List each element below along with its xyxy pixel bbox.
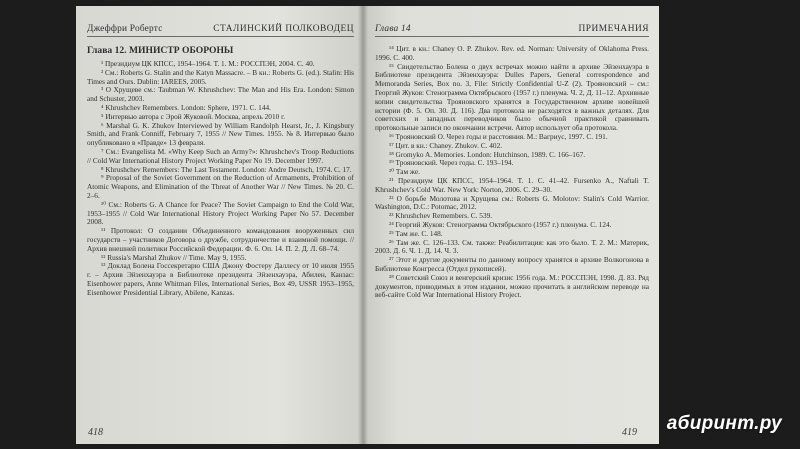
running-head-author: Джеффри Робертс (87, 24, 163, 34)
endnote: ¹⁹ Трояновский. Через годы. С. 193–194. (389, 158, 514, 168)
right-page (363, 6, 659, 444)
endnote: ¹² Russia's Marshal Zhukov // Time. May 9, 1955. (101, 252, 247, 262)
endnote: ⁷ См.: Evangelista M. «Why Keep Such an Army?»: Khrushchev's Troop Reductions // Cold War International History Project Working Paper No 19. December 1997. (87, 146, 354, 165)
running-head-book-title: СТАЛИНСКИЙ ПОЛКОВОДЕЦ (213, 24, 354, 34)
left-page (76, 6, 364, 444)
endnote: ⁸ Khrushchev Remembers: The Last Testament. London: Andre Deutsch, 1974. С. 17. (101, 164, 352, 174)
endnote: ¹⁴ Цит. в кн.: Chaney O. P. Zhukov. Rev. ed. Norman: University of Oklahoma Press. 1996. С. 400. (375, 44, 649, 62)
endnote: ²⁸ Советский Союз и венгерский кризис 1956 года. М.: РОССПЭН, 1998. Д. 83. Ряд документов, приводимых в этом издании, можно прочитать в английском переводе на веб-сайте Cold War International History Project. (375, 272, 649, 300)
endnote: ¹⁰ См.: Roberts G. A Chance for Peace? The Soviet Campaign to End the Cold War, 1953–1955 // Cold War International History Project Working Paper No 57. December 2008. (87, 199, 354, 227)
endnote: ¹ Президиум ЦК КПСС, 1954–1964. Т. 1. М.: РОССПЭН, 2004. С. 40. (101, 59, 315, 68)
endnote: ⁹ Proposal of the Soviet Government on the Reduction of Armaments, Prohibition of Atomic Weapons, and Elimination of the Threat of Another War // New Times. № 20. С. 2–6. (87, 173, 354, 200)
running-head-section: ПРИМЕЧАНИЯ (578, 24, 649, 34)
endnote: ⁶ Marshal G. K. Zhukov Interviewed by William Randolph Hearst, Jr., J. Kingsbury Smith, and Frank Conniff, February 7, 1955 // New Times. 1955. № 8. Интервью было опубликовано в «Правде» 13 февраля. (87, 120, 354, 148)
endnote: ¹¹ Протокол: О создании Объединенного командования вооруженных сил государств – участников Договора о дружбе, сотрудничестве и взаимной помощи. // Архив внешней политики Российской Федерации. Ф. 6. Оп. 14. П. 2. Д. Л. 68–74. (87, 226, 354, 253)
endnote: ²² О борьбе Молотова и Хрущева см.: Roberts G. Molotov: Stalin's Cold Warrior. Washington, D.C.: Potomac, 2012. (375, 193, 649, 212)
endnote: ² См.: Roberts G. Stalin and the Katyn Massacre. – В кн.: Roberts G. (ed.). Stalin: His Times and Ours. Dublin: IAREES, 2005. (87, 67, 354, 86)
endnote: ¹³ Доклад Болена Госсекретарю США Джону Фостеру Даллесу от 10 июля 1955 г. – Архив Эйзенхауэра в Библиотеке президента Эйзенхауэра, Абилен, Канзас: Eisenhower papers, Anne Whitman Files, International Series, Box 49, USSR 1953–1955, Eisenhower Presidential Library, Abilene, Kanzas. (87, 261, 354, 297)
endnote: ²⁴ Георгий Жуков: Стенограмма Октябрьского (1957 г.) пленума. С. 124. (389, 219, 612, 229)
endnote: ³ О Хрущеве см.: Taubman W. Khrushchev: The Man and His Era. London: Simon and Schuster, 2003. (87, 85, 354, 104)
right-running-head (375, 24, 649, 37)
endnote: ²⁰ Там же. (389, 167, 420, 177)
endnote: ²⁷ Этот и другие документы по данному вопросу хранятся в архиве Волкогонова в Библиотеке Конгресса (Отдел рукописей). (375, 255, 649, 273)
endnote: ²¹ Президиум ЦК КПСС, 1954–1964. Т. 1. С. 41–42. Fursenko A., Naftali T. Khrushchev's Cold War. New York: Norton, 2006. С. 29–30. (375, 175, 649, 194)
left-running-head (87, 24, 354, 37)
endnote: ¹⁵ Свидетельство Болена о двух встречах можно найти в архиве Эйзенхауэра в Библиотеке президента Эйзенхауэра: Dulles Papers, General correspondence and Memoranda Series, Box no. 3, File: Strictly Confidential U-Z (2). Трояновский – см.: Георгий Жуков: Стенограмма Октябрьского (1957 г.) пленума. Ч. 2, Д. 11–12. Архивные копии свидетельства Трояновского хранятся в Государственном архиве новейшей истории (Ф. 5. Оп. 30. Д. 116). Два протокола не расходятся в важных деталях. Для советских и западных переводчиков было обычной практикой сравнивать протокольные записи по окончании встречи. Автор использует оба протокола. (375, 61, 649, 133)
endnote: ⁴ Khrushchev Remembers. London: Sphere, 1971. С. 144. (101, 102, 271, 112)
endnote: ¹⁷ Цит. в кн.: Chaney. Zhukov. С. 402. (389, 140, 503, 150)
endnote: ¹⁸ Gromyko A. Memories. London: Hutchinson, 1989. С. 166–167. (389, 149, 586, 159)
running-head-chapter: Глава 14 (375, 24, 411, 34)
page-number-left: 418 (88, 427, 103, 438)
watermark-logo: абиринт.ру (666, 413, 782, 434)
chapter-title: Глава 12. МИНИСТР ОБОРОНЫ (87, 45, 234, 56)
endnote: ²⁶ Там же. С. 126–133. См. также: Реабилитация: как это было. Т. 2. М.: Материк, 2003. Д. 6. Ч. 1. Д. 14. Ч. 3. (375, 237, 649, 256)
book-gutter (358, 6, 368, 444)
endnote: ¹⁶ Трояновский О. Через годы и расстояния. М.: Вагриус, 1997. С. 191. (389, 131, 608, 141)
page-number-right: 419 (622, 427, 637, 438)
endnote: ²³ Khrushchev Remembers. С. 539. (389, 211, 493, 221)
endnote: ⁵ Интервью автора с Эрой Жуковой. Москва, апрель 2010 г. (101, 111, 286, 121)
endnote: ²⁵ Там же. С. 148. (389, 228, 443, 238)
